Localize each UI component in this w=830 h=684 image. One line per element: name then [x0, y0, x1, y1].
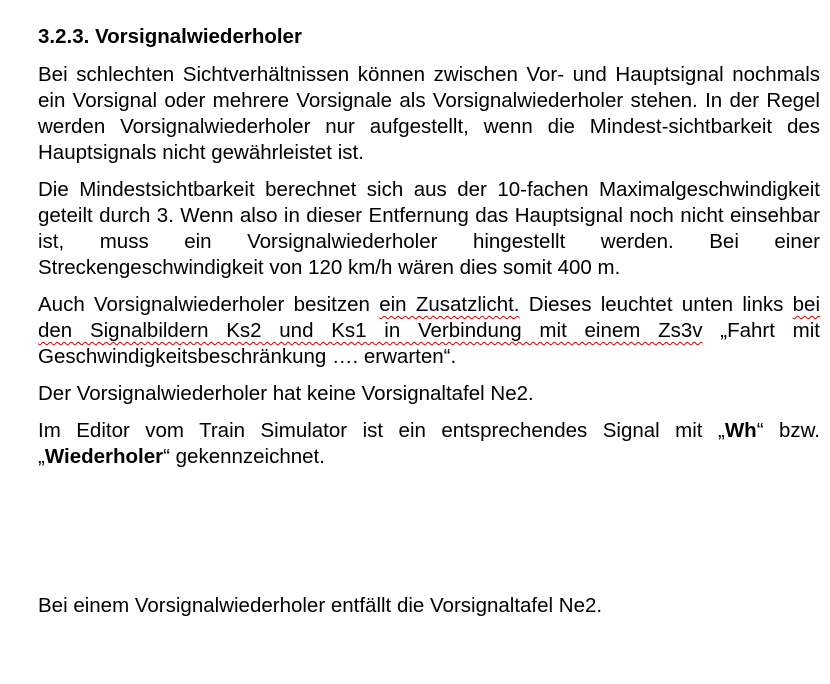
document-page	[38, 24, 820, 630]
paragraph-additional-light	[38, 292, 820, 370]
bold-text: Wh	[724, 419, 757, 442]
paragraph-summary: Bei einem Vorsignalwiederholer entfällt die Vorsignaltafel Ne2.	[38, 594, 603, 617]
blank-space	[38, 481, 820, 593]
paragraph-visibility: Die Mindestsichtbarkeit berechnet sich aus der 10-fachen Maximalgeschwindigkeit geteilt durch 3. Wenn also in dieser Entfernung das Hauptsignal noch nicht einsehbar ist, muss ein Vorsignalwiederholer hingestellt werden. Bei einer Streckengeschwindigkeit von 120 km/h wären dies somit 400 m.	[38, 178, 820, 279]
text-run: Dieses leuchtet unten links	[519, 293, 793, 316]
text-run: Im Editor vom Train Simulator ist ein entsprechendes Signal mit „	[38, 419, 725, 442]
text-run: „Fahrt mit Geschwindigkeitsbeschränkung …. erwarten“.	[38, 319, 820, 368]
text-run: “ gekennzeichnet.	[163, 445, 325, 468]
section-heading: 3.2.3. Vorsignalwiederholer	[38, 25, 302, 48]
spellcheck-marked-text: bei den Signalbildern Ks2 und Ks1 in Verbindung mit einem Zs3v	[38, 293, 820, 342]
text-run: Auch Vorsignalwiederholer besitzen	[38, 293, 380, 316]
text-run: “ bzw. „	[38, 419, 821, 468]
paragraph-no-sign: Der Vorsignalwiederholer hat keine Vorsignaltafel Ne2.	[38, 382, 534, 405]
paragraph-editor	[38, 418, 820, 470]
spellcheck-marked-text: ein Zusatzlicht.	[379, 293, 520, 316]
bold-text: Wiederholer	[44, 445, 164, 468]
paragraph-intro: Bei schlechten Sichtverhältnissen können zwischen Vor- und Hauptsignal nochmals ein Vorsignal oder mehrere Vorsignale als Vorsignalwiederholer stehen. In der Regel werden Vorsignalwiederholer nur aufgestellt, wenn die Mindest-sichtbarkeit des Hauptsignals nicht gewährleistet ist.	[38, 63, 820, 164]
